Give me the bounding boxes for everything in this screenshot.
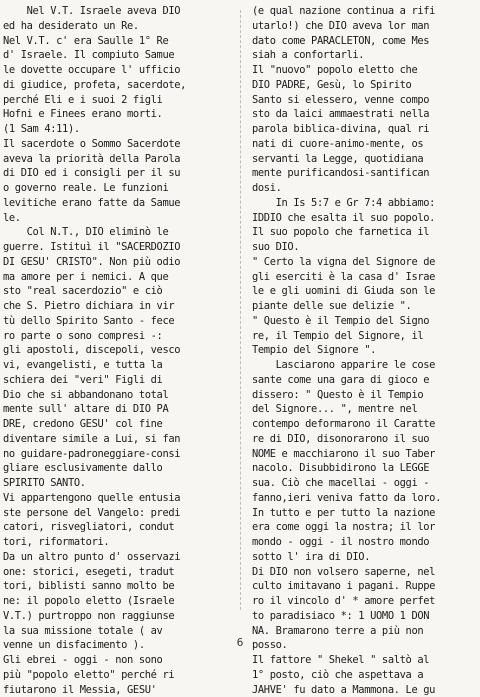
text-line: o governo reale. Le funzioni: [3, 181, 231, 196]
text-line: schiera dei "veri" Figli di: [3, 373, 231, 388]
text-line: sua. Ciò che macellai - oggi -: [252, 476, 480, 491]
text-line: catori, risvegliatori, condut: [3, 520, 231, 535]
text-line: 1° posto, ciò che aspettava a: [252, 668, 480, 683]
text-line: Da un altro punto d' osservazi: [3, 550, 231, 565]
text-line: sotto l' ira di DIO.: [252, 550, 480, 565]
text-line: venne un disfacimento ).: [3, 638, 231, 653]
text-line: Col N.T., DIO eliminò le: [3, 225, 231, 240]
text-line: re, il Tempio del Signore, il: [252, 329, 480, 344]
text-line: Hofni e Finees erano morti.: [3, 107, 231, 122]
text-line: Il sacerdote o Sommo Sacerdote: [3, 137, 231, 152]
text-line: DI GESU' CRISTO". Non più odio: [3, 255, 231, 270]
text-line: NA. Bramarono terre a più non: [252, 624, 480, 639]
text-line: ste persone del Vangelo: predi: [3, 506, 231, 521]
text-line: Il suo popolo che farnetica il: [252, 225, 480, 240]
text-line: mente purificandosi-santifican: [252, 166, 480, 181]
text-line: (1 Sam 4:11).: [3, 122, 231, 137]
text-line: tori, riformatori.: [3, 535, 231, 550]
text-line: no guidare-padroneggiare-consi: [3, 447, 231, 462]
text-line: one: storici, esegeti, tradut: [3, 565, 231, 580]
text-line: Il "nuovo" popolo eletto che: [252, 63, 480, 78]
text-line: contempo deformarono il Caratte: [252, 417, 480, 432]
text-line: DIO PADRE, Gesù, lo Spirito: [252, 78, 480, 93]
left-text-column: [3, 4, 231, 697]
text-line: sto "real sacerdozio" e ciò: [3, 284, 231, 299]
text-line: nati di cuore-animo-mente, os: [252, 137, 480, 152]
text-line: era come oggi la nostra; il lor: [252, 520, 480, 535]
right-text-column: [252, 4, 480, 697]
text-line: JAHVE' fu dato a Mammona. Le gu: [252, 683, 480, 697]
text-line: di giudice, profeta, sacerdote,: [3, 78, 231, 93]
text-line: d' Israele. Il compiuto Samue: [3, 48, 231, 63]
text-line: culto imitavano i pagani. Ruppe: [252, 579, 480, 594]
text-line: V.T.) purtroppo non raggiunse: [3, 609, 231, 624]
text-line: gli eserciti è la casa d' Israe: [252, 270, 480, 285]
text-line: guerre. Istituì il "SACERDOZIO: [3, 240, 231, 255]
text-line: più "popolo eletto" perché ri: [3, 668, 231, 683]
text-line: mondo - oggi - il nostro mondo: [252, 535, 480, 550]
text-line: NOME e macchiarono il suo Taber: [252, 447, 480, 462]
text-line: IDDIO che esalta il suo popolo.: [252, 211, 480, 226]
text-line: (e qual nazione continua a rifi: [252, 4, 480, 19]
text-line: utarlo!) che DIO aveva lor man: [252, 19, 480, 34]
text-line: DRE, credono GESU' col fine: [3, 417, 231, 432]
text-line: levitiche erano fatte da Samue: [3, 196, 231, 211]
text-line: SPIRITO SANTO.: [3, 476, 231, 491]
column-divider: [240, 10, 241, 610]
text-line: mente sull' altare di DIO PA: [3, 402, 231, 417]
text-line: piante delle sue delizie ".: [252, 299, 480, 314]
text-line: Santo si elessero, venne compo: [252, 93, 480, 108]
text-line: Di DIO non volsero saperne, nel: [252, 565, 480, 580]
text-line: Dio che si abbandonano total: [3, 388, 231, 403]
text-line: Tempio del Signore ".: [252, 343, 480, 358]
text-line: ne: il popolo eletto (Israele: [3, 594, 231, 609]
text-line: ro il vincolo d' * amore perfet: [252, 594, 480, 609]
page-number: 6: [0, 636, 480, 649]
text-line: to paradisiaco *: 1 UOMO 1 DON: [252, 609, 480, 624]
text-line: diventare simile a Lui, si fan: [3, 432, 231, 447]
text-line: Lasciarono apparire le cose: [252, 358, 480, 373]
text-line: che S. Pietro dichiara in vir: [3, 299, 231, 314]
text-line: dato come PARACLETON, come Mes: [252, 34, 480, 49]
text-line: dissero: " Questo è il Tempio: [252, 388, 480, 403]
text-line: nacolo. Disubbidirono la LEGGE: [252, 461, 480, 476]
text-line: Vi appartengono quelle entusia: [3, 491, 231, 506]
text-line: ma amore per i nemici. A que: [3, 270, 231, 285]
text-line: siah a confortarli.: [252, 48, 480, 63]
text-line: Nel V.T. c' era Saulle 1° Re: [3, 34, 231, 49]
text-line: dosi.: [252, 181, 480, 196]
text-line: aveva la priorità della Parola: [3, 152, 231, 167]
text-line: " Certo la vigna del Signore de: [252, 255, 480, 270]
text-line: ed ha desiderato un Re.: [3, 19, 231, 34]
text-line: Il fattore " Shekel " saltò al: [252, 653, 480, 668]
text-line: gliare esclusivamente dallo: [3, 461, 231, 476]
text-line: tori, biblisti sanno molto be: [3, 579, 231, 594]
text-line: le dovette occupare l' ufficio: [3, 63, 231, 78]
text-line: ro parte o sono compresi -:: [3, 329, 231, 344]
text-line: la sua missione totale ( av: [3, 624, 231, 639]
text-line: Gli ebrei - oggi - non sono: [3, 653, 231, 668]
text-line: In Is 5:7 e Gr 7:4 abbiamo:: [252, 196, 480, 211]
text-line: le e gli uomini di Giuda son le: [252, 284, 480, 299]
text-line: parola biblica-divina, qual ri: [252, 122, 480, 137]
text-line: fanno,ieri veniva fatto da loro.: [252, 491, 480, 506]
text-line: le.: [3, 211, 231, 226]
text-line: posso.: [252, 638, 480, 653]
text-line: di DIO ed i consigli per il su: [3, 166, 231, 181]
text-line: vi, evangelisti, e tutta la: [3, 358, 231, 373]
text-line: fiutarono il Messia, GESU': [3, 683, 231, 697]
text-line: del Signore... ", mentre nel: [252, 402, 480, 417]
text-line: servanti la Legge, quotidiana: [252, 152, 480, 167]
text-line: gli apostoli, discepoli, vesco: [3, 343, 231, 358]
text-line: Nel V.T. Israele aveva DIO: [3, 4, 231, 19]
text-line: re di DIO, disonorarono il suo: [252, 432, 480, 447]
text-line: tù dello Spirito Santo - fece: [3, 314, 231, 329]
text-line: " Questo è il Tempio del Signo: [252, 314, 480, 329]
text-line: suo DIO.: [252, 240, 480, 255]
text-line: perché Eli e i suoi 2 figli: [3, 93, 231, 108]
text-line: sto da laici ammaestrati nella: [252, 107, 480, 122]
text-line: sante come una gara di gioco e: [252, 373, 480, 388]
text-line: In tutto e per tutto la nazione: [252, 506, 480, 521]
